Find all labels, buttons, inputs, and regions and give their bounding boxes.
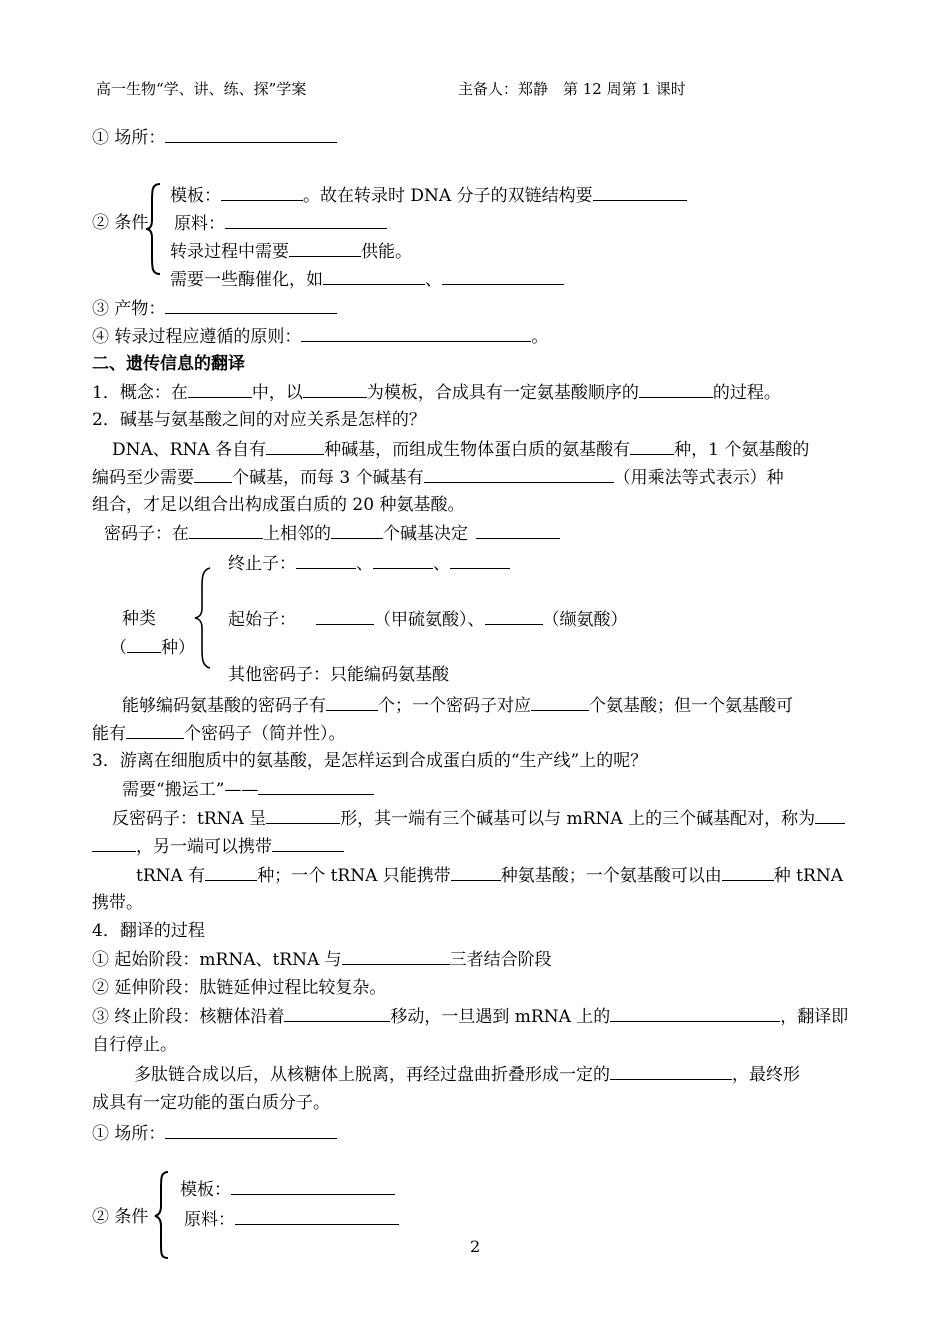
blank[interactable] [235,1208,399,1225]
text: 上相邻的 [263,524,331,544]
blank[interactable] [266,438,324,455]
cond-template-line [170,184,687,207]
stop-codons [228,552,510,575]
folding-line1 [134,1063,800,1086]
blank[interactable] [442,268,564,285]
header-author-week: 主备人：郑静 第 12 周第 1 课时 [458,80,686,98]
blank[interactable] [316,608,374,625]
separator: 、 [433,554,450,574]
template-label: 模板： [180,1180,231,1200]
text: ③ 终止阶段：核糖体沿着 [92,1007,285,1027]
text: ，翻译即 [780,1007,849,1027]
text: ，最终形 [732,1065,800,1085]
translation-condition-label: ② 条件 [92,1207,149,1227]
blank[interactable] [610,1005,780,1022]
cond-enzyme-line [170,268,564,291]
blank[interactable] [92,835,136,852]
translation-template [180,1178,395,1201]
blank[interactable] [610,1063,732,1080]
text: ，另一端可以携带 [136,837,272,857]
left-brace-icon [144,182,164,276]
text: 个氨基酸；但一个氨基酸可 [589,696,793,716]
blank[interactable] [188,381,252,398]
text: 能够编码氨基酸的密码子有 [122,696,326,716]
blank[interactable] [303,381,367,398]
blank[interactable] [194,466,232,483]
degeneracy-line2 [92,722,346,745]
q2-title: 2．碱基与氨基酸之间的对应关系是怎样的？ [92,410,426,430]
start-label: 起始子： [228,610,296,630]
text: 编码至少需要 [92,468,194,488]
text: ① 起始阶段：mRNA、tRNA 与 [92,950,342,970]
text: 移动，一旦遇到 mRNA 上的 [390,1007,611,1027]
text: DNA、RNA 各自有 [112,440,267,460]
blank[interactable] [630,438,674,455]
folding-line2: 成具有一定功能的蛋白质分子。 [92,1093,330,1113]
q2-line3: 组合，才足以组合出构成蛋白质的 20 种氨基酸。 [92,495,465,515]
template-label: 模板： [170,186,221,206]
blank[interactable] [266,807,340,824]
text: 需要“搬运工”—— [122,780,259,800]
text: （ [110,638,127,658]
text: 形，其一端有三个碱基可以与 mRNA 上的三个碱基配对，称为 [340,809,816,829]
degeneracy-line1 [122,694,793,717]
codon-definition [104,522,560,545]
text: （用乘法等式表示）种 [613,468,784,488]
q2-line2 [92,466,784,489]
material-label: 原料： [174,214,225,234]
blank[interactable] [205,864,257,881]
text: 的过程。 [712,383,781,403]
blank[interactable] [289,240,361,257]
stage-termination-cont: 自行停止。 [92,1035,177,1055]
text: 反密码子：tRNA 呈 [112,809,267,829]
text: 种） [161,638,195,658]
stop-label: 终止子： [228,554,296,574]
text: （缬氨酸） [542,610,628,630]
q4-title: 4．翻译的过程 [92,921,205,941]
anticodon-line1 [112,807,845,830]
kinds-label: 种类 [122,609,156,629]
text: 中，以 [251,383,303,403]
blank[interactable] [258,778,374,795]
stage-initiation [92,948,552,971]
page-number: 2 [470,1237,481,1256]
section-title: 二、遗传信息的翻译 [92,354,245,374]
text: 种；一个 tRNA 只能携带 [257,866,451,886]
text: 个碱基，而每 3 个碱基有 [232,468,424,488]
blank[interactable] [815,807,845,824]
transcription-product [92,297,337,320]
principle-end: 。 [531,327,549,347]
blank[interactable] [165,297,337,314]
stage-elongation: ② 延伸阶段：肽链延伸过程比较复杂。 [92,978,387,998]
text: 三者结合阶段 [449,950,552,970]
text: 种 tRNA [773,866,843,886]
template-text: 。故在转录时 DNA 分子的双链结构要 [303,186,593,206]
blank[interactable] [221,184,303,201]
text: 种，1 个氨基酸的 [674,440,810,460]
anticodon-line2 [92,835,344,858]
text: 种碱基，而组成生物体蛋白质的氨基酸有 [324,440,631,460]
start-codons [228,608,628,631]
place-label: ① 场所： [92,128,166,148]
principle-label: ④ 转录过程应遵循的原则： [92,327,302,347]
porter-line [122,778,374,801]
blank[interactable] [373,552,433,569]
text: 1．概念：在 [92,383,188,403]
other-codons: 其他密码子：只能编码氨基酸 [228,665,449,685]
blank[interactable] [165,1122,337,1139]
energy-text: 转录过程中需要 [170,242,289,262]
translation-material [184,1208,399,1231]
product-label: ③ 产物： [92,299,166,319]
blank[interactable] [639,381,713,398]
blank[interactable] [451,864,501,881]
blank[interactable] [165,126,337,143]
blank[interactable] [326,694,378,711]
blank[interactable] [331,522,383,539]
trna-line2: 携带。 [92,893,143,913]
text: tRNA 有 [136,866,206,886]
transcription-principle [92,325,548,348]
blank[interactable] [189,522,263,539]
place-label: ① 场所： [92,1124,166,1144]
blank[interactable] [231,1178,395,1195]
transcription-place [92,126,337,149]
cond-material-line [174,212,387,235]
text: （甲硫氨酸）、 [374,610,485,630]
transcription-condition-label: ② 条件 [92,213,149,233]
stage-termination [92,1005,848,1028]
blank[interactable] [342,948,450,965]
enzyme-text: 需要一些酶催化，如 [170,270,323,290]
separator: 、 [356,554,373,574]
text: 个碱基决定 [383,524,468,544]
kinds-count [110,636,195,659]
blank[interactable] [593,184,687,201]
separator: 、 [425,270,442,290]
text: 个密码子（简并性）。 [184,724,346,744]
material-label: 原料： [184,1210,235,1230]
q3-title: 3．游离在细胞质中的氨基酸，是怎样运到合成蛋白质的“生产线”上的呢？ [92,751,648,771]
text: 多肽链合成以后，从核糖体上脱离，再经过盘曲折叠形成一定的 [134,1065,610,1085]
blank[interactable] [531,694,589,711]
blank[interactable] [127,636,161,653]
trna-line1 [136,864,843,887]
blank[interactable] [296,552,356,569]
q1-concept [92,381,781,404]
blank[interactable] [272,835,344,852]
blank[interactable] [301,325,531,342]
blank[interactable] [450,552,510,569]
blank[interactable] [225,212,387,229]
blank[interactable] [284,1005,390,1022]
text: 密码子：在 [104,524,189,544]
left-brace-icon [152,1170,172,1260]
text: 个；一个密码子对应 [378,696,531,716]
translation-place [92,1122,337,1145]
blank[interactable] [126,722,184,739]
q2-line1 [112,438,809,461]
energy-text-end: 供能。 [361,242,412,262]
text: 为模板，合成具有一定氨基酸顺序的 [366,383,639,403]
blank[interactable] [476,522,560,539]
blank[interactable] [722,864,774,881]
cond-energy-line [170,240,412,263]
text: 能有 [92,724,126,744]
left-brace-icon [192,566,214,670]
blank[interactable] [485,608,543,625]
blank[interactable] [323,268,425,285]
text: 种氨基酸；一个氨基酸可以由 [500,866,722,886]
blank[interactable] [424,466,614,483]
header-title: 高一生物“学、讲、练、探”学案 [96,80,307,98]
